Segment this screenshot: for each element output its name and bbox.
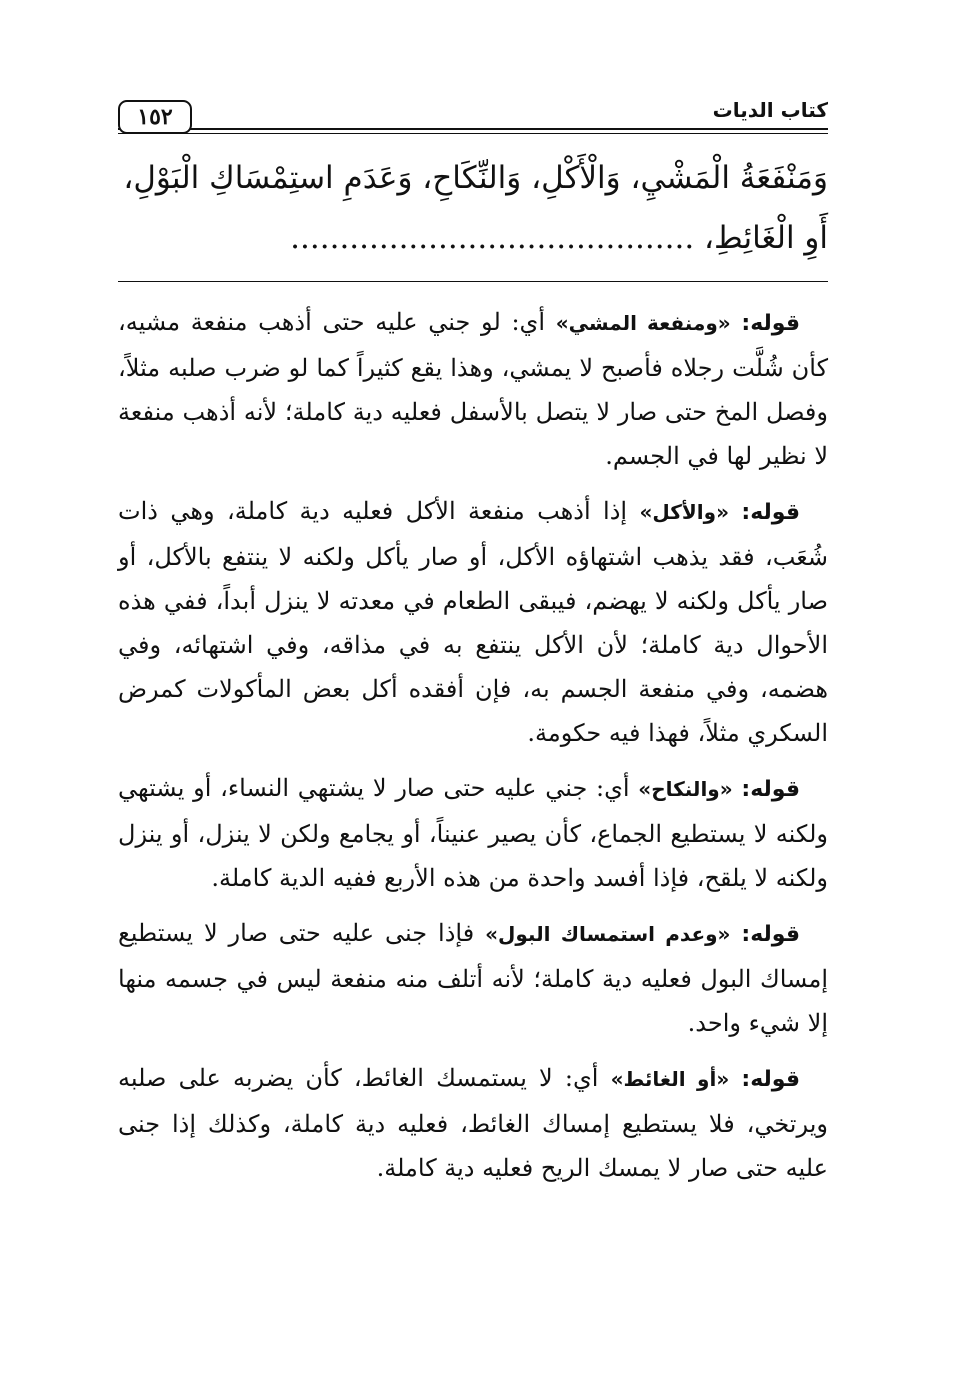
- paragraph-text: أي: لا يستمسك الغائط، كأن يضربه على صلبه ويرتخي، فلا يستطيع إمساك الغائط، فعليه دية كاملة، وكذلك إذا جنى عليه حتى صار لا يمسك الريح فعليه دية كاملة.: [118, 1064, 828, 1182]
- qawluh-label: قوله:: [741, 311, 801, 336]
- quoted-term: «أو الغائط»: [610, 1067, 730, 1091]
- commentary-paragraph-walking: [118, 300, 828, 478]
- matn-line-2: أَوِ الْغَائِطِ، .........................................: [290, 220, 828, 256]
- commentary-paragraph-marriage: [118, 766, 828, 900]
- paragraph-text: أي: لو جني عليه حتى أذهب منفعة مشيه، كأن شُلَّت رجلاه فأصبح لا يمشي، وهذا يقع كثيراً كما لو ضرب صلبه مثلاً، وفصل المخ حتى صار لا يتصل بالأسفل فعليه دية كاملة؛ لأنه أذهب منفعة لا نظير لها في الجسم.: [118, 308, 828, 470]
- commentary-paragraph-eating: [118, 489, 828, 755]
- quoted-term: «والنكاح»: [638, 777, 733, 801]
- matn-divider: [118, 281, 828, 282]
- commentary-paragraph-stool: [118, 1056, 828, 1190]
- quoted-term: «والأكل»: [639, 500, 729, 524]
- matn-text: [118, 148, 828, 268]
- header-rule-thin: [118, 133, 828, 134]
- qawluh-label: قوله:: [741, 777, 800, 802]
- qawluh-label: قوله:: [741, 922, 800, 947]
- paragraph-text: إذا أذهب منفعة الأكل فعليه دية كاملة، وهي ذات شُعَب، فقد يذهب اشتهاؤه الأكل، أو صار يأكل ولكنه لا ينتفع بالأكل، أو صار يأكل ولكنه لا يهضم، فيبقى الطعام في معدته لا ينزل أبداً، ففي هذه الأحوال دية كاملة؛ لأن الأكل ينتفع به في مذاقه، وفي اشتهائه، وفي هضمه، وفي منفعة الجسم به، فإن أفقده أكل بعض المأكولات كمرض السكري مثلاً، فهذا فيه حكومة.: [118, 497, 828, 747]
- page-number-badge: ١٥٢: [118, 100, 192, 134]
- quoted-term: «وعدم استمساك البول»: [485, 922, 731, 946]
- paragraph-text: فإذا جنى عليه حتى صار لا يستطيع إمساك البول فعليه دية كاملة؛ لأنه أتلف منه منفعة ليس في جسمه منها إلا شيء واحد.: [118, 919, 828, 1037]
- qawluh-label: قوله:: [741, 1067, 800, 1092]
- commentary-paragraph-urine: [118, 911, 828, 1045]
- qawluh-label: قوله:: [741, 500, 801, 525]
- matn-line-1: وَمَنْفَعَةُ الْمَشْيِ، وَالْأَكْلِ، وَالنِّكَاحِ، وَعَدَمِ استِمْسَاكِ الْبَوْلِ،: [123, 160, 828, 196]
- page-header: [118, 96, 828, 136]
- commentary-body: [118, 300, 828, 1201]
- header-rule: [118, 128, 828, 130]
- quoted-term: «ومنفعة المشي»: [555, 311, 731, 335]
- chapter-title: كتاب الديات: [707, 98, 828, 122]
- paragraph-text: أي: جني عليه حتى صار لا يشتهي النساء، أو يشتهي ولكنه لا يستطيع الجماع، كأن يصير عنيناً، أو يجامع ولكن لا ينزل، أو ينزل ولكنه لا يلقح، فإذا أفسد واحدة من هذه الأربع ففيه الدية كاملة.: [118, 774, 828, 892]
